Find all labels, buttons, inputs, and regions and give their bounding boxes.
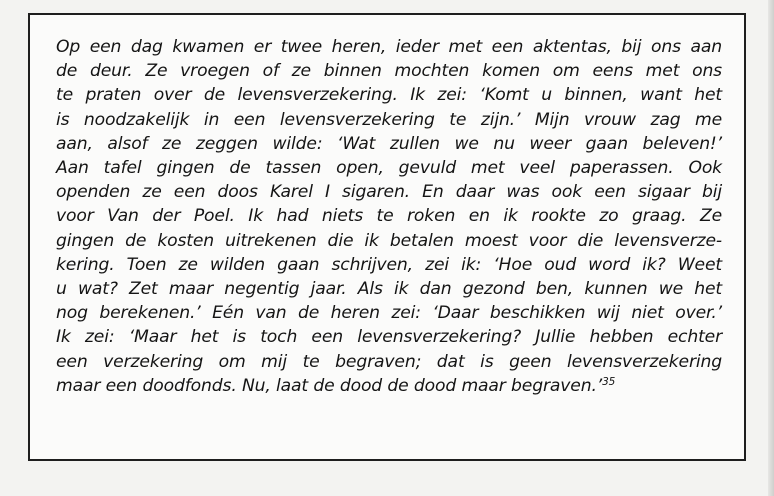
- text-line: een verzekering om mij te begraven; dat is geen levensverzekering: [56, 351, 722, 372]
- text-line: de deur. Ze vroegen of ze binnen mochten komen om eens met ons: [56, 61, 722, 82]
- text-line: u wat? Zet maar negentig jaar. Als ik dan gezond ben, kunnen we het: [56, 279, 722, 300]
- text-line-last: [56, 374, 722, 398]
- quote-box: [28, 13, 746, 461]
- quote-text: [56, 35, 722, 398]
- footnote-reference: 35: [602, 375, 616, 388]
- text-line: gingen de kosten uitrekenen die ik betalen moest voor die levensverze-: [56, 230, 722, 251]
- text-line-content: maar een doodfonds. Nu, laat de dood de dood maar begraven.’: [56, 375, 603, 396]
- text-line: kering. Toen ze wilden gaan schrijven, zei ik: ‘Hoe oud word ik? Weet: [56, 254, 722, 275]
- text-line: is noodzakelijk in een levensverzekering te zijn.’ Mijn vrouw zag me: [56, 109, 722, 130]
- text-line: aan, alsof ze zeggen wilde: ‘Wat zullen we nu weer gaan beleven!’: [56, 133, 722, 154]
- text-line: openden ze een doos Karel I sigaren. En daar was ook een sigaar bij: [56, 182, 722, 203]
- text-line: te praten over de levensverzekering. Ik zei: ‘Komt u binnen, want het: [56, 85, 722, 106]
- text-line: Op een dag kwamen er twee heren, ieder met een aktentas, bij ons aan: [56, 37, 722, 57]
- text-line: nog berekenen.’ Eén van de heren zei: ‘Daar beschikken wij niet over.’: [56, 303, 722, 324]
- text-line: Ik zei: ‘Maar het is toch een levensverzekering? Jullie hebben echter: [56, 327, 722, 348]
- text-line: voor Van der Poel. Ik had niets te roken en ik rookte zo graag. Ze: [56, 206, 722, 227]
- scan-edge: [768, 0, 774, 496]
- text-line: Aan tafel gingen de tassen open, gevuld met veel paperassen. Ook: [56, 158, 722, 179]
